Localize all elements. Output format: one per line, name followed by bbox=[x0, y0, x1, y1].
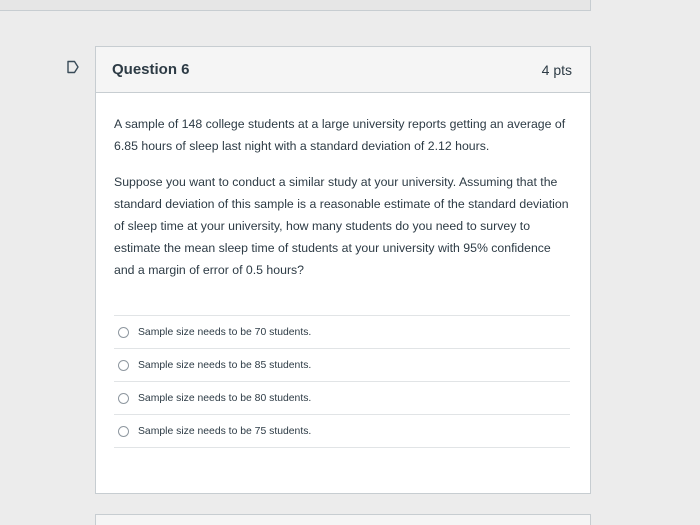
radio-button-3[interactable] bbox=[118, 393, 129, 404]
question-card bbox=[95, 46, 591, 494]
question-paragraph-2: Suppose you want to conduct a similar study at your university. Assuming that the standard deviation of this sample is a reasonable estimate of the standard deviation of sleep time at your university, how many students do you need to survey to estimate the mean sleep time of students at your university with 95% confidence and a margin of error of 0.5 hours? bbox=[114, 175, 569, 277]
answer-label-3: Sample size needs to be 80 students. bbox=[138, 392, 312, 404]
radio-button-4[interactable] bbox=[118, 426, 129, 437]
answer-option-2[interactable] bbox=[114, 349, 570, 382]
question-points: 4 pts bbox=[541, 61, 572, 78]
question-body bbox=[96, 93, 590, 448]
answer-option-1[interactable] bbox=[114, 316, 570, 349]
flag-icon[interactable] bbox=[66, 60, 80, 74]
previous-question-card-edge bbox=[0, 0, 591, 11]
answer-list bbox=[114, 315, 570, 448]
radio-button-1[interactable] bbox=[118, 327, 129, 338]
question-header bbox=[96, 47, 590, 93]
answer-option-4[interactable] bbox=[114, 415, 570, 448]
question-title: Question 6 bbox=[112, 61, 190, 78]
answer-option-3[interactable] bbox=[114, 382, 570, 415]
question-paragraph-1: A sample of 148 college students at a large university reports getting an average of 6.85 hours of sleep last night with a standard deviation of 2.12 hours. bbox=[114, 117, 566, 153]
answer-label-2: Sample size needs to be 85 students. bbox=[138, 359, 312, 371]
question-text bbox=[114, 113, 572, 281]
flag-icon-shape bbox=[66, 60, 80, 74]
answer-label-4: Sample size needs to be 75 students. bbox=[138, 425, 312, 437]
radio-button-2[interactable] bbox=[118, 360, 129, 371]
next-question-card-edge bbox=[95, 514, 591, 525]
answer-label-1: Sample size needs to be 70 students. bbox=[138, 326, 312, 338]
